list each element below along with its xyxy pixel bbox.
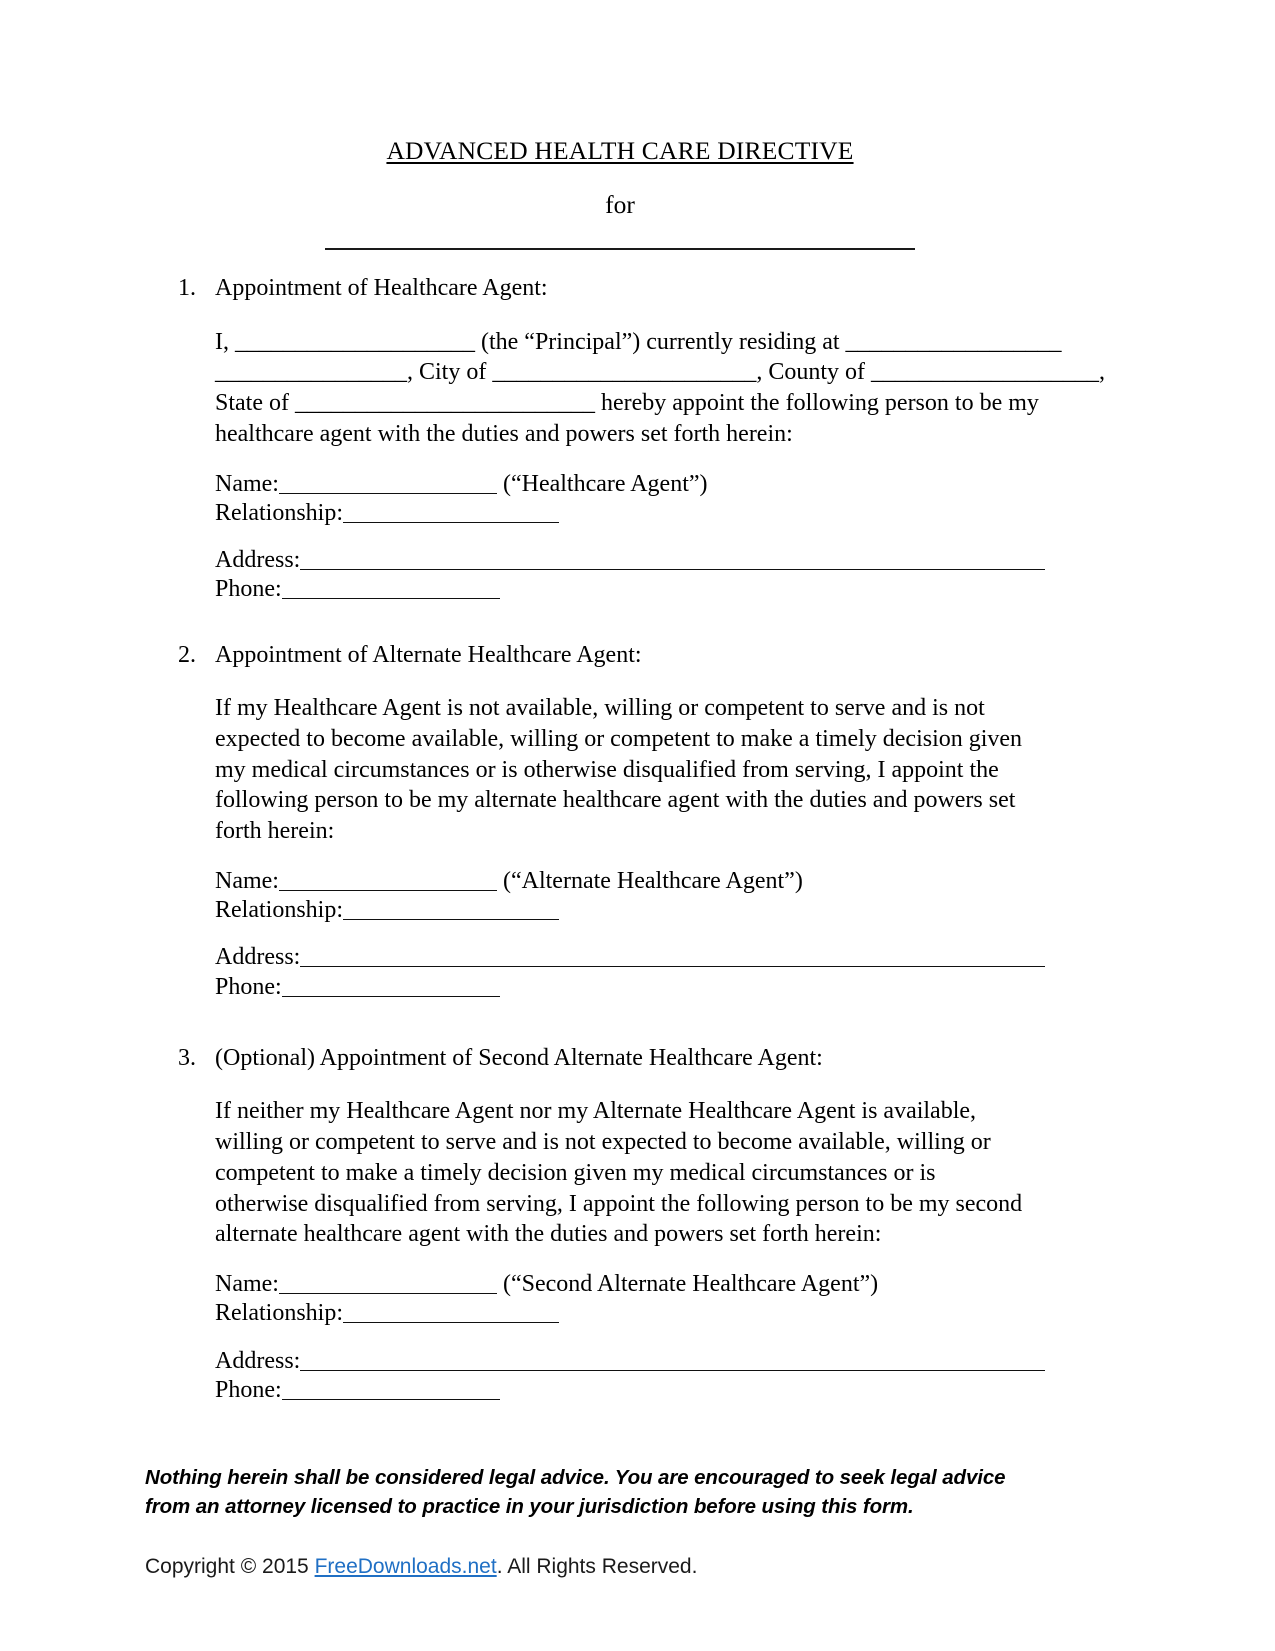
alternate-agent-fields: [215, 867, 1065, 1002]
section-appointment-of-second-alternate-healthcare-agent: [0, 1042, 1275, 1405]
address-input-blank[interactable]: [300, 1370, 1045, 1371]
second-alternate-agent-fields: [215, 1270, 1065, 1405]
agent-fields: [215, 470, 1065, 605]
relationship-field-row: [215, 1299, 1065, 1328]
paragraph-line: I, ____________________ (the “Principal”) currently residing at __________________: [215, 328, 1062, 355]
freedownloads-link[interactable]: FreeDownloads.net: [314, 1555, 497, 1579]
relationship-field-row: [215, 896, 1065, 925]
address-input-blank[interactable]: [300, 966, 1045, 967]
paragraph-line: otherwise disqualified from serving, I appoint the following person to be my second: [215, 1190, 1023, 1217]
paragraph-line: If my Healthcare Agent is not available, willing or competent to serve and is not: [215, 695, 985, 722]
phone-input-blank[interactable]: [282, 996, 500, 997]
paragraph-line: expected to become available, willing or competent to make a timely decision given: [215, 725, 1023, 752]
copyright-prefix: Copyright © 2015: [145, 1555, 315, 1579]
name-suffix-label: (“Alternate Healthcare Agent”): [502, 867, 803, 894]
section-number: 1.: [178, 275, 196, 301]
paragraph-line: competent to make a timely decision given my medical circumstances or is: [215, 1159, 936, 1186]
phone-input-blank[interactable]: [282, 1399, 500, 1400]
page-title: ADVANCED HEALTH CARE DIRECTIVE: [386, 136, 854, 165]
phone-label: Phone:: [215, 1376, 282, 1403]
name-input-blank[interactable]: [279, 1293, 497, 1294]
section-appointment-of-alternate-healthcare-agent: [0, 639, 1275, 1002]
name-label: Name:: [215, 867, 279, 894]
page-footer: [145, 1463, 1135, 1581]
address-label: Address:: [215, 547, 301, 574]
relationship-input-blank[interactable]: [343, 522, 559, 523]
name-input-blank[interactable]: [279, 493, 497, 494]
phone-label: Phone:: [215, 973, 282, 1000]
name-input-blank[interactable]: [279, 890, 497, 891]
address-field-row: [215, 1347, 1065, 1376]
relationship-input-blank[interactable]: [343, 919, 559, 920]
phone-field-row: [215, 1376, 1065, 1405]
section-paragraph: [215, 1096, 1065, 1250]
paragraph-line: State of _________________________ hereby appoint the following person to be my: [215, 390, 1039, 417]
name-label: Name:: [215, 1271, 279, 1298]
document-body: [0, 272, 1275, 1405]
section-heading: (Optional) Appointment of Second Alternate Healthcare Agent:: [215, 1044, 823, 1071]
paragraph-line: ________________, City of ______________________, County of ___________________,: [215, 359, 1106, 386]
address-input-blank[interactable]: [300, 569, 1045, 570]
section-number: 2.: [178, 641, 196, 668]
phone-field-row: [215, 575, 1065, 604]
paragraph-line: forth herein:: [215, 818, 335, 845]
copyright-notice: [145, 1553, 1135, 1580]
paragraph-line: alternate healthcare agent with the duties and powers set forth herein:: [215, 1221, 882, 1248]
name-field-row: [215, 1270, 1065, 1299]
phone-label: Phone:: [215, 576, 282, 603]
paragraph-line: If neither my Healthcare Agent nor my Alternate Healthcare Agent is available,: [215, 1098, 977, 1125]
name-suffix-label: (“Healthcare Agent”): [502, 470, 708, 497]
section-appointment-of-healthcare-agent: [0, 272, 1275, 605]
relationship-input-blank[interactable]: [343, 1322, 559, 1323]
title-for-label: for: [605, 189, 635, 219]
name-field-row: [215, 867, 1065, 896]
relationship-label: Relationship:: [215, 1300, 343, 1327]
principal-name-blank-line[interactable]: [325, 247, 915, 250]
paragraph-line: my medical circumstances or is otherwise disqualified from serving, I appoint the: [215, 756, 999, 783]
address-field-row: [215, 546, 1065, 575]
section-paragraph: [215, 327, 1106, 450]
relationship-label: Relationship:: [215, 897, 343, 924]
paragraph-line: willing or competent to serve and is not expected to become available, willing or: [215, 1129, 991, 1156]
name-suffix-label: (“Second Alternate Healthcare Agent”): [502, 1271, 879, 1298]
copyright-suffix: . All Rights Reserved.: [496, 1555, 698, 1579]
relationship-label: Relationship:: [215, 499, 343, 526]
phone-input-blank[interactable]: [282, 598, 500, 599]
phone-field-row: [215, 973, 1065, 1002]
address-label: Address:: [215, 1347, 301, 1374]
section-paragraph: [215, 693, 1065, 847]
paragraph-line: following person to be my alternate healthcare agent with the duties and powers set: [215, 787, 1016, 814]
section-heading: Appointment of Healthcare Agent:: [215, 275, 548, 301]
relationship-field-row: [215, 499, 1065, 528]
name-label: Name:: [215, 470, 279, 497]
name-field-row: [215, 470, 1065, 499]
legal-disclaimer: Nothing herein shall be considered legal advice. You are encouraged to seek legal advice from an attorney licensed to practice in your jurisdiction before using this form.: [145, 1466, 1006, 1519]
section-heading: Appointment of Alternate Healthcare Agent:: [215, 641, 642, 668]
title-block: [140, 135, 1100, 250]
paragraph-line: healthcare agent with the duties and powers set forth herein:: [215, 420, 793, 447]
address-label: Address:: [215, 944, 301, 971]
address-field-row: [215, 943, 1065, 972]
section-number: 3.: [178, 1044, 196, 1071]
